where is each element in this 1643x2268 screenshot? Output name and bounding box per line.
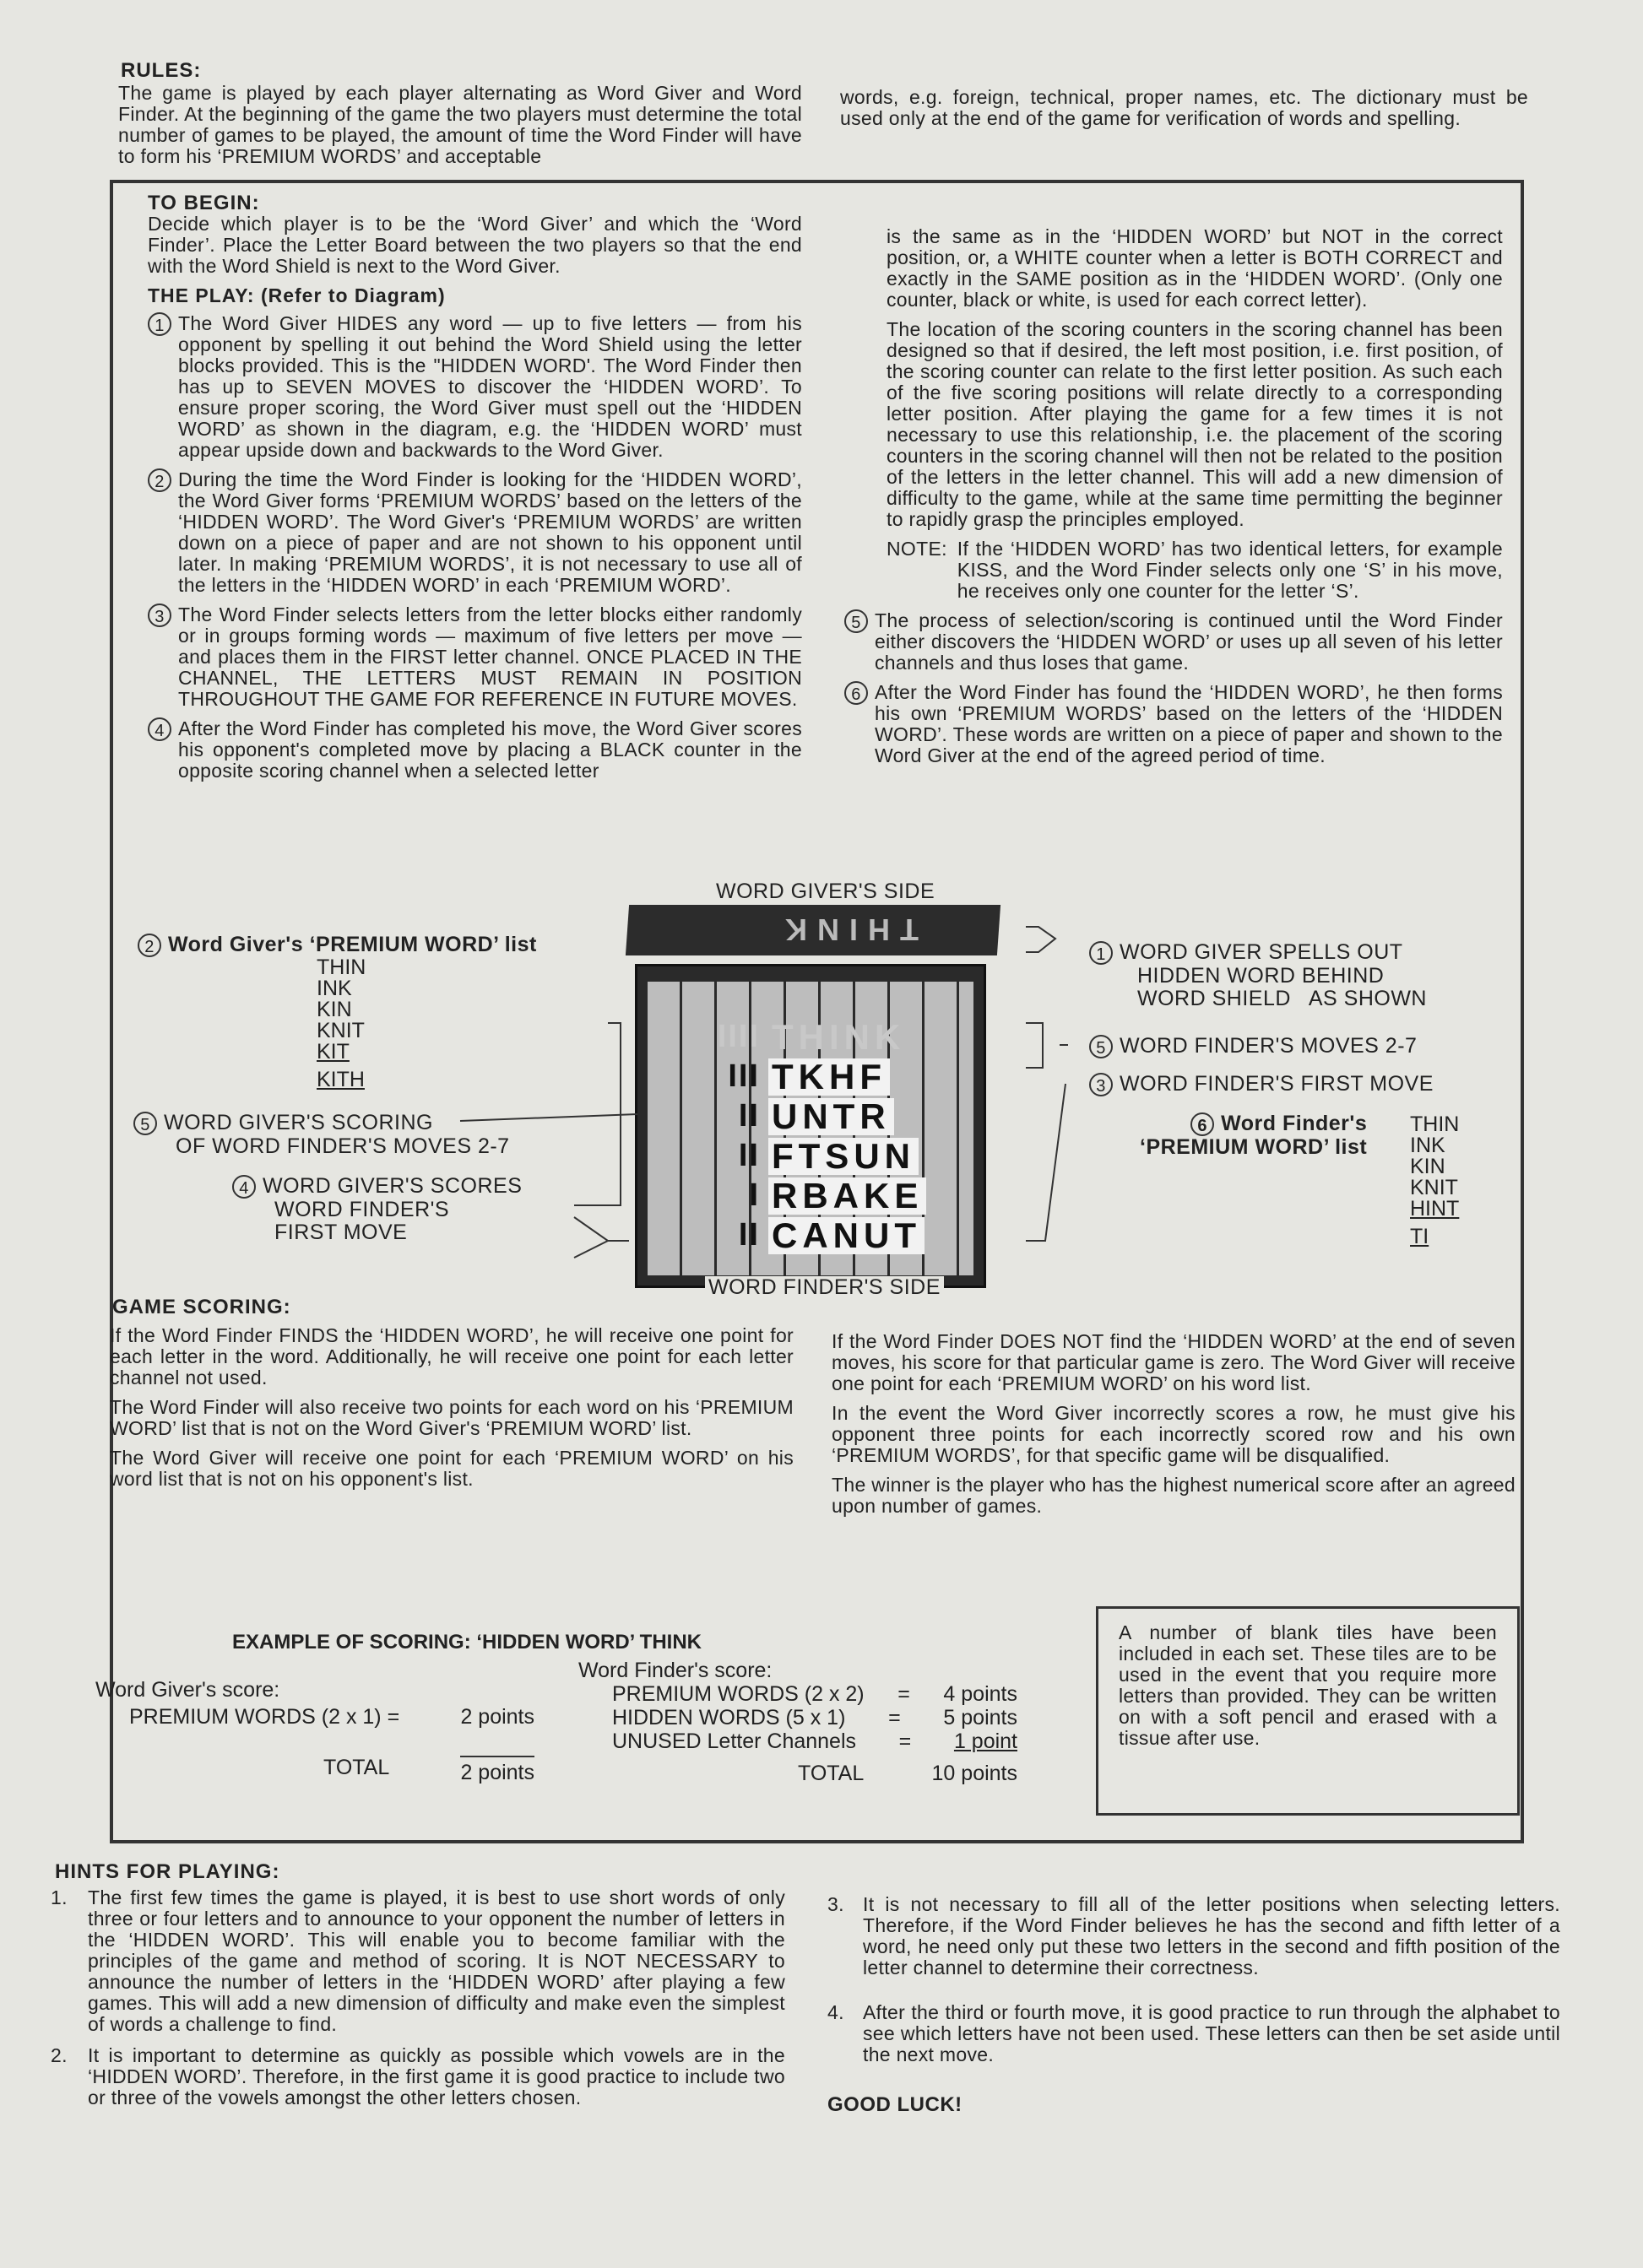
row-equals: = — [888, 1706, 901, 1729]
scoring-right-para: In the event the Word Giver incorrectly scores a row, he must give his opponent three points for each incorrectly scored row and his own ‘PREMIUM WORDS’, for that specific game will be disqualified. — [832, 1402, 1516, 1466]
label-number-1: 1 — [1089, 941, 1113, 965]
step-text: The process of selection/scoring is continued until the Word Finder either discovers the ‘HIDDEN WORD’ or uses up all seven of his letter channels and thus loses that game. — [875, 609, 1503, 674]
rules-heading: RULES: — [121, 59, 202, 82]
hints-heading: HINTS FOR PLAYING: — [55, 1860, 280, 1883]
finder-score — [578, 1659, 1017, 1785]
finder-moves-text: WORD FINDER'S MOVES 2-7 — [1120, 1034, 1418, 1058]
giver-score — [95, 1678, 534, 1784]
finder-score-label-row — [578, 1659, 1017, 1682]
label-number-2: 2 — [138, 934, 161, 957]
label-number-4: 4 — [232, 1175, 256, 1199]
step-number: 4 — [148, 717, 171, 741]
giver-score-label-row — [95, 1678, 534, 1702]
scoring-right-para: The winner is the player who has the highest numerical score after an agreed upon number of games. — [832, 1474, 1516, 1517]
list-item: KNIT — [317, 1019, 365, 1042]
scoring-counters: III — [728, 1058, 760, 1094]
begin-heading: TO BEGIN: — [148, 192, 260, 214]
giver-score-row-label: PREMIUM WORDS (2 x 1) = — [129, 1705, 400, 1729]
giver-spells-text: WORD GIVER SPELLS OUT — [1120, 940, 1403, 964]
hint-text: After the third or fourth move, it is good practice to run through the alphabet to see which letters have not been used. These letters can then be set aside until the next move. — [863, 2001, 1560, 2065]
giver-scores-text-3: FIRST MOVE — [274, 1221, 408, 1245]
blank-tiles-text: A number of blank tiles have been included in each set. These tiles are to be used in the event that you require more letters than provided. They can be written on with a soft pencil and erased with a tissue after use. — [1119, 1621, 1497, 1749]
giver-total-label: TOTAL — [323, 1756, 390, 1779]
row-equals: = — [898, 1729, 912, 1753]
label-number-3: 3 — [1089, 1073, 1113, 1096]
label-number-5: 5 — [133, 1112, 157, 1135]
scoring-left — [110, 1325, 794, 1498]
good-luck: GOOD LUCK! — [827, 2093, 962, 2116]
rules-text-right: words, e.g. foreign, technical, proper names, etc. The dictionary must be used only at the end of the game for verification of words and spelling. — [840, 86, 1528, 129]
hints-left — [51, 1887, 785, 2108]
scoring-right — [832, 1331, 1516, 1525]
hint-number: 2. — [51, 2044, 68, 2066]
scoring-counters: II — [738, 1217, 760, 1253]
letter-channel: TKHF — [768, 1058, 890, 1096]
finder-total: 10 points — [931, 1762, 1017, 1785]
scoring-counters: IIII — [717, 1019, 760, 1054]
scoring-counters: I — [749, 1177, 760, 1213]
hint-number: 3. — [827, 1893, 844, 1915]
bracket-shield — [1026, 927, 1055, 952]
row-label: UNUSED Letter Channels — [612, 1729, 857, 1753]
step-number: 6 — [844, 681, 868, 705]
giver-scoring-text-2: OF WORD FINDER'S MOVES 2-7 — [176, 1134, 510, 1159]
begin-text: Decide which player is to be the ‘Word Giver’ and which the ‘Word Finder’. Place the Letter Board between the two players so that the end with the Word Shield is next to the Word Giver. — [148, 213, 802, 277]
rules-text-left: The game is played by each player alternating as Word Giver and Word Finder. At the beginning of the game the two players must determine the total number of games to be played, the amount of time the Word Finder will have to form his ‘PREMIUM WORDS’ and acceptable — [118, 82, 802, 167]
giver-spells-text-2: HIDDEN WORD BEHIND — [1137, 964, 1385, 988]
row-points: 4 points — [943, 1682, 1017, 1706]
scoring-counters: II — [738, 1098, 760, 1134]
step-number: 3 — [148, 604, 171, 627]
row-points: 5 points — [943, 1706, 1017, 1729]
row-label: PREMIUM WORDS (2 x 2) — [612, 1682, 865, 1706]
finder-total-label: TOTAL — [798, 1762, 865, 1785]
list-item: KNIT — [1410, 1176, 1458, 1199]
word-finders-side-label: WORD FINDER'S SIDE — [705, 1276, 944, 1299]
letter-channel: FTSUN — [768, 1138, 919, 1175]
list-item: TI — [1410, 1225, 1429, 1248]
label-number-5: 5 — [1089, 1035, 1113, 1058]
step-text: After the Word Finder has completed his move, the Word Giver scores his opponent's completed move by placing a BLACK counter in the opposite scoring channel when a selected letter — [178, 717, 802, 782]
note-text: If the ‘HIDDEN WORD’ has two identical letters, for example KISS, and the Word Finder selects only one ‘S’ in his move, he receives only one counter for the letter ‘S’. — [957, 538, 1503, 602]
giver-premium-list-label: Word Giver's ‘PREMIUM WORD’ list — [168, 933, 537, 956]
step-text: The Word Finder selects letters from the letter blocks either randomly or in groups forming words — maximum of five letters per move — and places them in the FIRST letter channel. ONCE PLACED IN THE CHANNEL, THE LETTERS MUST REMAIN IN POSITION THROUGHOUT THE GAME FOR REFERENCE IN FUTURE MOVES. — [178, 604, 802, 710]
finder-first-text: WORD FINDER'S FIRST MOVE — [1120, 1072, 1434, 1096]
scoring-right-para: If the Word Finder DOES NOT find the ‘HIDDEN WORD’ at the end of seven moves, his score for that particular game is zero. The Word Giver will receive one point for each ‘PREMIUM WORD’ on his word list. — [832, 1330, 1516, 1394]
hint-text: It is not necessary to fill all of the letter positions when selecting letters. Therefore, if the Word Finder believes he has the second and fifth letter of a word, he need only put these two letters in the second and fifth position of the letter channel to determine their correctness. — [863, 1893, 1560, 1978]
hint-number: 4. — [827, 2001, 844, 2023]
giver-score-row — [95, 1705, 534, 1729]
hint-1 — [51, 1887, 785, 2035]
hints-right — [827, 1894, 1560, 2115]
step-text: The Word Giver HIDES any word — up to five letters — from his opponent by spelling it out behind the Word Shield using the letter blocks provided. This is the "HIDDEN WORD'. The Word Finder then has up to SEVEN MOVES to discover the ‘HIDDEN WORD’. To ensure proper scoring, the Word Giver must spell out the ‘HIDDEN WORD’ as shown in the diagram, e.g. the ‘HIDDEN WORD’ must appear upside down and backwards to the Word Giver. — [178, 312, 802, 461]
giver-scores-text: WORD GIVER'S SCORES — [263, 1174, 523, 1198]
example-heading: EXAMPLE OF SCORING: ‘HIDDEN WORD’ THINK — [232, 1631, 702, 1654]
hidden-word: THINK — [775, 912, 919, 947]
bracket-right-moves — [1026, 1023, 1043, 1068]
step-number: 2 — [148, 468, 171, 492]
scoring-heading: GAME SCORING: — [112, 1296, 291, 1318]
giver-score-points: 2 points — [460, 1705, 534, 1729]
row-points: 1 point — [953, 1729, 1017, 1753]
row-label: HIDDEN WORDS (5 x 1) — [612, 1706, 846, 1729]
location-text: The location of the scoring counters in the scoring channel has been designed so that if desired, the left most position, i.e. first position, of the scoring counter can relate to the first letter position. As such each of the five scoring positions will relate directly to a corresponding letter position. After playing the game for a few times it is not necessary to use this relationship, i.e. the placement of the scoring counters in the scoring channel will then not be related to the position of the letters in the letter channel. This will add a new dimension of difficulty to the game, while at the same time permitting the beginner to rapidly grasp the principles employed. — [887, 318, 1503, 530]
hint-4 — [827, 2002, 1560, 2065]
list-item: THIN — [1410, 1112, 1460, 1136]
list-item: HINT — [1410, 1197, 1460, 1221]
giver-spells-text-3: WORD SHIELD AS SHOWN — [1137, 987, 1427, 1011]
finder-score-row — [578, 1729, 1017, 1753]
note-label: NOTE: — [887, 538, 947, 560]
step-text: After the Word Finder has found the ‘HIDDEN WORD’, he then forms his own ‘PREMIUM WORDS’ based on the letters of the ‘HIDDEN WORD’. These words are written on a piece of paper and shown to the Word Giver at the end of the agreed period of time. — [875, 681, 1503, 766]
giver-score-label: Word Giver's score: — [95, 1678, 280, 1702]
letter-channel: THINK — [772, 1016, 906, 1057]
hint-text: It is important to determine as quickly as possible which vowels are in the ‘HIDDEN WORD’. Therefore, in the first game it is good practice to include two or three of the vowels amongst the other letters chosen. — [88, 2044, 785, 2108]
list-item: KIT — [317, 1040, 350, 1064]
row-equals: = — [897, 1682, 910, 1706]
scoring-counters: II — [738, 1138, 760, 1173]
list-item: KIN — [317, 998, 352, 1021]
list-item: INK — [317, 977, 352, 1000]
list-item: KIN — [1410, 1155, 1445, 1178]
play-heading: THE PLAY: (Refer to Diagram) — [148, 284, 446, 306]
hint-number: 1. — [51, 1886, 68, 1908]
finder-total-row — [578, 1762, 1017, 1785]
letter-channel: RBAKE — [768, 1177, 926, 1215]
label-number-6: 6 — [1190, 1112, 1214, 1136]
blank-tiles-note — [1096, 1606, 1520, 1816]
finder-score-row — [578, 1706, 1017, 1729]
hint-text: The first few times the game is played, it is best to use short words of only three or four letters and to announce to your opponent the number of letters in the ‘HIDDEN WORD’. This will enable you to become familiar with the principles of the game and method of scoring. It is NOT NECESSARY to announce the number of letters in the ‘HIDDEN WORD’ after playing a few games. This will add a new dimension of difficulty and make even the simplest of words a challenge to find. — [88, 1886, 785, 2035]
step-4-continued: is the same as in the ‘HIDDEN WORD’ but NOT in the correct position, or, a WHITE counter when a letter is BOTH CORRECT and exactly in the SAME position as in the ‘HIDDEN WORD’. (Only one counter, black or white, is used for each correct letter). — [887, 225, 1503, 311]
giver-scores-text-2: WORD FINDER'S — [274, 1198, 450, 1222]
hint-2 — [51, 2045, 785, 2108]
finder-premium-text: Word Finder's — [1221, 1112, 1368, 1135]
finder-score-row — [578, 1682, 1017, 1706]
giver-total-row — [95, 1756, 534, 1784]
step-text: During the time the Word Finder is looking for the ‘HIDDEN WORD’, the Word Giver forms ‘PREMIUM WORDS’ based on the letters of the ‘HIDDEN WORD’. The Word Giver's ‘PREMIUM WORDS’ are written down on a piece of paper and are not shown to his opponent until later. In making ‘PREMIUM WORDS’, it is not necessary to use all of the letters in the ‘HIDDEN WORD’ in each ‘PREMIUM WORD’. — [178, 468, 802, 596]
scoring-left-para: If the Word Finder FINDS the ‘HIDDEN WORD’, he will receive one point for each letter in the word. Additionally, he will receive one point for each letter channel not used. — [110, 1324, 794, 1388]
step-number: 1 — [148, 312, 171, 336]
letter-channel: UNTR — [768, 1098, 894, 1135]
list-item: THIN — [317, 955, 366, 979]
finder-premium-text-2: ‘PREMIUM WORD’ list — [1140, 1135, 1368, 1160]
scoring-left-para: The Word Finder will also receive two points for each word on his ‘PREMIUM WORD’ list that is not on the Word Giver's ‘PREMIUM WORD’ list. — [110, 1396, 794, 1439]
letter-channel: CANUT — [768, 1217, 925, 1254]
pointer-scoring — [460, 1114, 637, 1121]
list-item: INK — [1410, 1134, 1445, 1157]
finder-score-label: Word Finder's score: — [578, 1659, 773, 1682]
step-number: 5 — [844, 609, 868, 633]
giver-total: 2 points — [460, 1756, 534, 1784]
pointer-first-score — [574, 1217, 629, 1258]
pointer-first-right — [1026, 1084, 1066, 1241]
hint-3 — [827, 1894, 1560, 1978]
word-givers-side-label: WORD GIVER'S SIDE — [716, 880, 935, 903]
giver-scoring-text: WORD GIVER'S SCORING — [164, 1111, 433, 1134]
scoring-left-para: The Word Giver will receive one point for each ‘PREMIUM WORD’ on his word list that is not on his opponent's list. — [110, 1447, 794, 1490]
list-item: KITH — [317, 1068, 365, 1091]
